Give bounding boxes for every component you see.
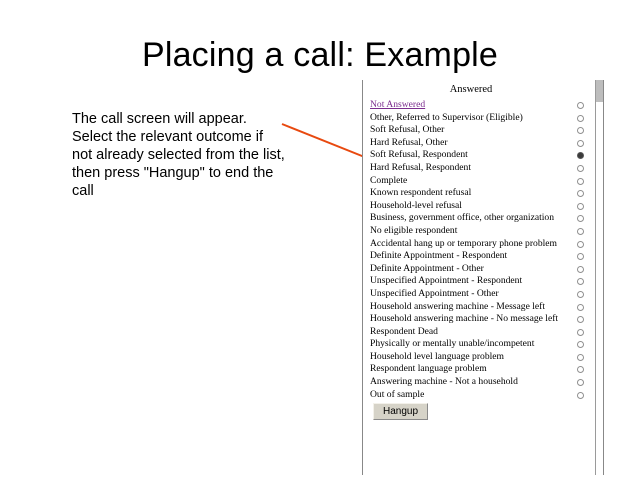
radio-icon[interactable] [577,203,584,210]
list-item[interactable] [370,149,596,162]
list-item[interactable] [370,363,596,376]
option-label: Respondent Dead [370,325,438,337]
option-label: Complete [370,174,408,186]
list-item[interactable] [370,389,596,402]
radio-icon-selected[interactable] [577,152,584,159]
radio-icon[interactable] [577,266,584,273]
call-screen-screenshot [362,80,604,475]
list-item[interactable] [370,351,596,364]
option-label: Known respondent refusal [370,187,472,199]
radio-icon[interactable] [577,379,584,386]
radio-icon[interactable] [577,329,584,336]
option-label: Business, government office, other organization [370,212,555,224]
list-item[interactable] [370,175,596,188]
radio-icon[interactable] [577,392,584,399]
radio-icon[interactable] [577,366,584,373]
option-label[interactable]: Not Answered [370,99,426,110]
list-item[interactable] [370,338,596,351]
scrollbar-thumb[interactable] [596,80,603,102]
list-item[interactable] [370,112,596,125]
radio-icon[interactable] [577,354,584,361]
hangup-button[interactable]: Hangup [373,403,428,420]
option-label: Household level language problem [370,350,505,362]
option-label: Definite Appointment - Respondent [370,250,508,262]
list-item[interactable] [370,212,596,225]
radio-icon[interactable] [577,253,584,260]
radio-icon[interactable] [577,316,584,323]
page-title: Placing a call: Example [141,36,499,74]
radio-icon[interactable] [577,165,584,172]
list-item[interactable] [370,250,596,263]
list-item[interactable] [370,137,596,150]
list-item[interactable] [370,326,596,339]
list-item[interactable] [370,313,596,326]
list-item[interactable] [370,225,596,238]
radio-icon[interactable] [577,304,584,311]
radio-icon[interactable] [577,278,584,285]
list-item[interactable] [370,99,596,112]
list-item[interactable] [370,200,596,213]
radio-icon[interactable] [577,140,584,147]
option-label: Hard Refusal, Respondent [370,161,471,173]
list-item[interactable] [370,288,596,301]
radio-icon[interactable] [577,115,584,122]
list-item[interactable] [370,376,596,389]
option-label: Out of sample [370,388,425,400]
option-label: Respondent language problem [370,363,487,375]
option-label: Unspecified Appointment - Respondent [370,275,523,287]
list-item[interactable] [370,187,596,200]
option-label: No eligible respondent [370,224,458,236]
option-label: Accidental hang up or temporary phone problem [370,237,558,249]
option-label: Other, Referred to Supervisor (Eligible) [370,111,523,123]
radio-icon[interactable] [577,178,584,185]
option-label: Physically or mentally unable/incompetent [370,338,535,350]
radio-icon[interactable] [577,190,584,197]
list-item[interactable] [370,124,596,137]
option-label: Household answering machine - Message left [370,300,546,312]
option-label: Answering machine - Not a household [370,376,518,388]
radio-icon[interactable] [577,291,584,298]
option-label: Soft Refusal, Respondent [370,149,468,161]
list-item[interactable] [370,162,596,175]
vertical-scrollbar[interactable] [595,80,603,475]
answered-group-label: Answered [449,84,493,95]
radio-icon[interactable] [577,127,584,134]
option-label: Definite Appointment - Other [370,262,484,274]
radio-icon[interactable] [577,215,584,222]
instruction-text: The call screen will appear. Select the relevant outcome if not already selected from the list, then press "Hangup" to end the call [72,111,285,199]
radio-icon[interactable] [577,228,584,235]
option-label: Soft Refusal, Other [370,124,445,136]
radio-icon[interactable] [577,241,584,248]
call-outcome-list [370,99,596,401]
radio-icon[interactable] [577,102,584,109]
radio-icon[interactable] [577,341,584,348]
list-item[interactable] [370,275,596,288]
list-item[interactable] [370,238,596,251]
option-label: Hard Refusal, Other [370,136,448,148]
list-item[interactable] [370,263,596,276]
option-label: Household answering machine - No message left [370,313,559,325]
option-label: Unspecified Appointment - Other [370,287,499,299]
list-item[interactable] [370,301,596,314]
option-label: Household-level refusal [370,199,462,211]
